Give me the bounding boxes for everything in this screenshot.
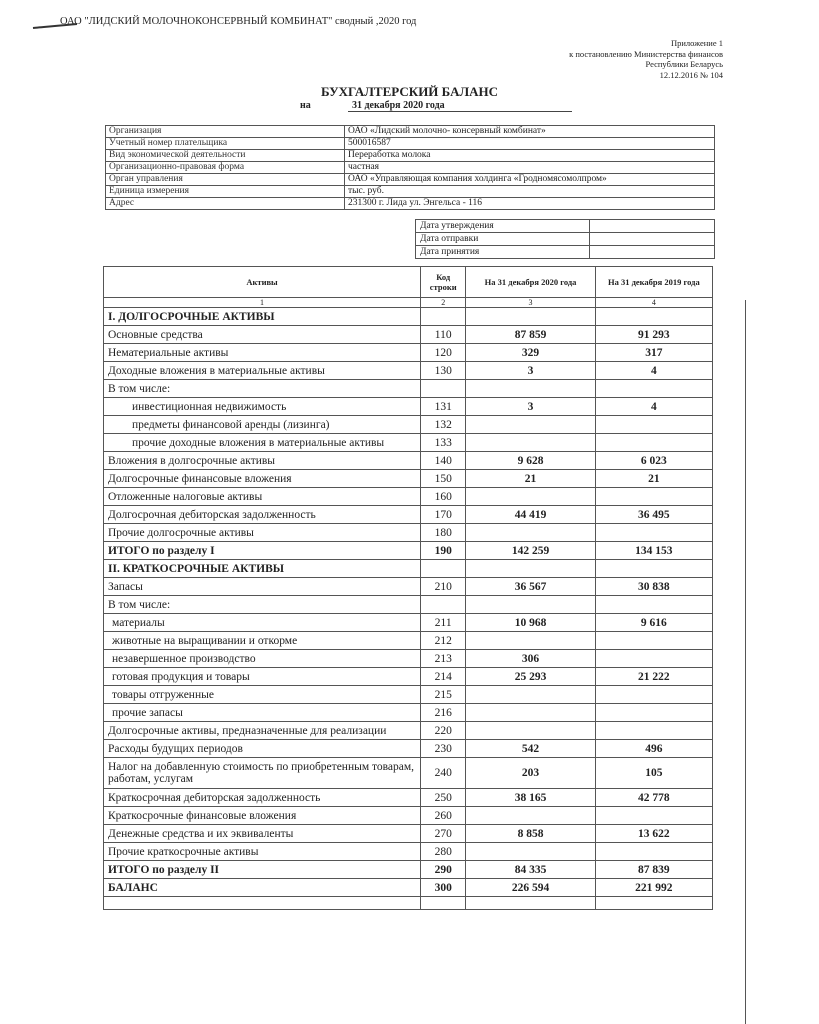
row-value-2019: 36 495 (595, 506, 712, 524)
row-code: 240 (421, 758, 466, 789)
table-row (104, 416, 713, 434)
org-row (106, 186, 715, 198)
row-name: В том числе: (104, 596, 421, 614)
row-name: материалы (104, 614, 421, 632)
row-value-2019: 4 (595, 398, 712, 416)
table-row (104, 560, 713, 578)
row-value-2019 (595, 380, 712, 398)
row-code (421, 308, 466, 326)
org-value: тыс. руб. (345, 186, 715, 198)
row-value-2020: 21 (466, 470, 595, 488)
date-row (416, 220, 715, 233)
table-row (104, 614, 713, 632)
row-name: Расходы будущих периодов (104, 740, 421, 758)
table-row (104, 596, 713, 614)
date-prefix: на (300, 100, 311, 111)
org-label: Учетный номер плательщика (106, 138, 345, 150)
row-name: В том числе: (104, 380, 421, 398)
row-value-2019 (595, 524, 712, 542)
org-value: 500016587 (345, 138, 715, 150)
row-value-2020 (466, 524, 595, 542)
row-value-2019 (595, 686, 712, 704)
row-value-2019: 134 153 (595, 542, 712, 560)
row-name: Основные средства (104, 326, 421, 344)
row-value-2020: 142 259 (466, 542, 595, 560)
row-value-2019: 6 023 (595, 452, 712, 470)
empty-cell (466, 897, 595, 910)
row-value-2019: 221 992 (595, 879, 712, 897)
table-row (104, 434, 713, 452)
date-label: Дата принятия (416, 246, 590, 259)
col-code: Код строки (421, 267, 466, 298)
balance-title: БУХГАЛТЕРСКИЙ БАЛАНС (320, 84, 499, 99)
row-value-2020 (466, 632, 595, 650)
org-row (106, 174, 715, 186)
table-row (104, 380, 713, 398)
row-code (421, 380, 466, 398)
row-value-2020 (466, 722, 595, 740)
row-value-2020: 25 293 (466, 668, 595, 686)
dates-table (415, 219, 715, 259)
row-code: 216 (421, 704, 466, 722)
date-row (416, 233, 715, 246)
row-value-2020 (466, 560, 595, 578)
appendix-line: 12.12.2016 № 104 (659, 69, 723, 80)
row-code: 220 (421, 722, 466, 740)
table-row (104, 650, 713, 668)
row-value-2020: 84 335 (466, 861, 595, 879)
row-value-2019 (595, 704, 712, 722)
row-value-2019: 42 778 (595, 789, 712, 807)
row-value-2020: 3 (466, 362, 595, 380)
row-value-2019 (595, 807, 712, 825)
table-row (104, 344, 713, 362)
row-name: Отложенные налоговые активы (104, 488, 421, 506)
row-value-2020: 9 628 (466, 452, 595, 470)
row-name: Запасы (104, 578, 421, 596)
row-value-2020 (466, 686, 595, 704)
empty-cell (421, 897, 466, 910)
row-name: Налог на добавленную стоимость по приобретенным товарам, работам, услугам (104, 758, 421, 789)
org-value: Переработка молока (345, 150, 715, 162)
row-code: 170 (421, 506, 466, 524)
row-name: II. КРАТКОСРОЧНЫЕ АКТИВЫ (104, 560, 421, 578)
col-number: 2 (421, 298, 466, 308)
row-name: прочие запасы (104, 704, 421, 722)
table-row (104, 861, 713, 879)
row-name: прочие доходные вложения в материальные активы (104, 434, 421, 452)
row-value-2019 (595, 560, 712, 578)
org-label: Единица измерения (106, 186, 345, 198)
table-row (104, 789, 713, 807)
row-value-2019: 105 (595, 758, 712, 789)
row-name: ИТОГО по разделу II (104, 861, 421, 879)
row-value-2020: 329 (466, 344, 595, 362)
col-number: 1 (104, 298, 421, 308)
row-code: 290 (421, 861, 466, 879)
organization-table (105, 125, 715, 210)
row-value-2020: 87 859 (466, 326, 595, 344)
row-name: Долгосрочная дебиторская задолженность (104, 506, 421, 524)
col-assets: Активы (104, 267, 421, 298)
row-name: Долгосрочные финансовые вложения (104, 470, 421, 488)
row-name: инвестиционная недвижимость (104, 398, 421, 416)
row-code: 260 (421, 807, 466, 825)
org-value: 231300 г. Лида ул. Энгельса - 116 (345, 198, 715, 210)
row-value-2020 (466, 380, 595, 398)
empty-row (104, 897, 713, 910)
date-label: Дата утверждения (416, 220, 590, 233)
row-code: 280 (421, 843, 466, 861)
appendix-note (569, 38, 723, 80)
row-value-2019: 13 622 (595, 825, 712, 843)
row-value-2020: 8 858 (466, 825, 595, 843)
org-row (106, 198, 715, 210)
org-row (106, 138, 715, 150)
row-code: 160 (421, 488, 466, 506)
row-code: 214 (421, 668, 466, 686)
table-row (104, 843, 713, 861)
column-numbers (104, 298, 713, 308)
col-number: 4 (595, 298, 712, 308)
row-value-2019 (595, 843, 712, 861)
org-label: Организация (106, 126, 345, 138)
org-value: ОАО «Управляющая компания холдинга «Гродномясомолпром» (345, 174, 715, 186)
table-row (104, 308, 713, 326)
empty-cell (104, 897, 421, 910)
row-value-2019: 87 839 (595, 861, 712, 879)
col-number: 3 (466, 298, 595, 308)
table-row (104, 524, 713, 542)
row-value-2020 (466, 843, 595, 861)
row-code: 131 (421, 398, 466, 416)
row-value-2020: 38 165 (466, 789, 595, 807)
row-value-2019: 317 (595, 344, 712, 362)
row-value-2020: 306 (466, 650, 595, 668)
row-value-2019 (595, 488, 712, 506)
col-2020: На 31 декабря 2020 года (466, 267, 595, 298)
row-code: 230 (421, 740, 466, 758)
org-label: Организационно-правовая форма (106, 162, 345, 174)
row-name: Краткосрочная дебиторская задолженность (104, 789, 421, 807)
table-row (104, 825, 713, 843)
row-value-2020 (466, 434, 595, 452)
row-code: 180 (421, 524, 466, 542)
date-row (416, 246, 715, 259)
row-code: 212 (421, 632, 466, 650)
col-2019: На 31 декабря 2019 года (595, 267, 712, 298)
row-name: Прочие краткосрочные активы (104, 843, 421, 861)
balance-table (103, 266, 713, 910)
row-value-2019: 91 293 (595, 326, 712, 344)
row-value-2019: 496 (595, 740, 712, 758)
row-code: 140 (421, 452, 466, 470)
row-name: Вложения в долгосрочные активы (104, 452, 421, 470)
row-value-2019 (595, 596, 712, 614)
empty-cell (595, 897, 712, 910)
org-row (106, 126, 715, 138)
row-name: готовая продукция и товары (104, 668, 421, 686)
table-row (104, 879, 713, 897)
row-code: 132 (421, 416, 466, 434)
table-row (104, 506, 713, 524)
org-value: частная (345, 162, 715, 174)
row-code: 215 (421, 686, 466, 704)
row-name: Нематериальные активы (104, 344, 421, 362)
row-code: 210 (421, 578, 466, 596)
row-value-2020 (466, 488, 595, 506)
row-name: I. ДОЛГОСРОЧНЫЕ АКТИВЫ (104, 308, 421, 326)
row-code: 270 (421, 825, 466, 843)
table-header (104, 267, 713, 298)
row-value-2020: 203 (466, 758, 595, 789)
row-value-2019 (595, 632, 712, 650)
table-row (104, 740, 713, 758)
row-name: Прочие долгосрочные активы (104, 524, 421, 542)
row-code: 211 (421, 614, 466, 632)
row-name: животные на выращивании и откорме (104, 632, 421, 650)
table-row (104, 704, 713, 722)
org-label: Вид экономической деятельности (106, 150, 345, 162)
row-name: предметы финансовой аренды (лизинга) (104, 416, 421, 434)
row-value-2020: 226 594 (466, 879, 595, 897)
row-value-2019 (595, 722, 712, 740)
row-code (421, 560, 466, 578)
row-value-2019 (595, 416, 712, 434)
row-code: 130 (421, 362, 466, 380)
row-code (421, 596, 466, 614)
row-value-2020: 3 (466, 398, 595, 416)
appendix-line: к постановлению Министерства финансов (569, 48, 723, 59)
report-date (300, 100, 572, 112)
date-cell (590, 233, 715, 246)
row-code: 133 (421, 434, 466, 452)
date-cell (590, 220, 715, 233)
table-row (104, 758, 713, 789)
row-value-2020 (466, 596, 595, 614)
org-row (106, 150, 715, 162)
table-row (104, 807, 713, 825)
row-value-2020 (466, 807, 595, 825)
date-value: 31 декабря 2020 года (348, 100, 572, 112)
table-row (104, 542, 713, 560)
date-cell (590, 246, 715, 259)
table-row (104, 668, 713, 686)
row-value-2020: 44 419 (466, 506, 595, 524)
document-header: ОАО "ЛИДСКИЙ МОЛОЧНОКОНСЕРВНЫЙ КОМБИНАТ" сводный ,2020 год (60, 16, 417, 27)
table-row (104, 362, 713, 380)
org-label: Адрес (106, 198, 345, 210)
row-name: незавершенное производство (104, 650, 421, 668)
row-code: 150 (421, 470, 466, 488)
row-value-2020 (466, 416, 595, 434)
row-code: 110 (421, 326, 466, 344)
table-row (104, 326, 713, 344)
row-code: 190 (421, 542, 466, 560)
row-value-2019: 21 (595, 470, 712, 488)
row-code: 213 (421, 650, 466, 668)
row-value-2019 (595, 650, 712, 668)
row-name: БАЛАНС (104, 879, 421, 897)
row-value-2019: 4 (595, 362, 712, 380)
table-row (104, 632, 713, 650)
row-code: 300 (421, 879, 466, 897)
table-row (104, 398, 713, 416)
row-value-2020: 542 (466, 740, 595, 758)
row-code: 250 (421, 789, 466, 807)
row-name: ИТОГО по разделу I (104, 542, 421, 560)
table-row (104, 722, 713, 740)
row-value-2019: 9 616 (595, 614, 712, 632)
table-row (104, 488, 713, 506)
table-row (104, 578, 713, 596)
row-value-2019: 30 838 (595, 578, 712, 596)
table-row (104, 470, 713, 488)
row-name: товары отгруженные (104, 686, 421, 704)
row-name: Денежные средства и их эквиваленты (104, 825, 421, 843)
row-value-2019: 21 222 (595, 668, 712, 686)
scan-edge-line (745, 300, 746, 1024)
row-value-2020 (466, 704, 595, 722)
appendix-line: Республики Беларусь (645, 59, 723, 69)
row-value-2019 (595, 308, 712, 326)
row-value-2019 (595, 434, 712, 452)
org-value: ОАО «Лидский молочно- консервный комбинат» (345, 126, 715, 138)
row-name: Краткосрочные финансовые вложения (104, 807, 421, 825)
row-value-2020 (466, 308, 595, 326)
row-name: Долгосрочные активы, предназначенные для реализации (104, 722, 421, 740)
row-value-2020: 10 968 (466, 614, 595, 632)
date-label: Дата отправки (416, 233, 590, 246)
table-row (104, 686, 713, 704)
appendix-line: Приложение 1 (671, 38, 723, 48)
table-row (104, 452, 713, 470)
org-label: Орган управления (106, 174, 345, 186)
row-value-2020: 36 567 (466, 578, 595, 596)
org-row (106, 162, 715, 174)
row-code: 120 (421, 344, 466, 362)
row-name: Доходные вложения в материальные активы (104, 362, 421, 380)
